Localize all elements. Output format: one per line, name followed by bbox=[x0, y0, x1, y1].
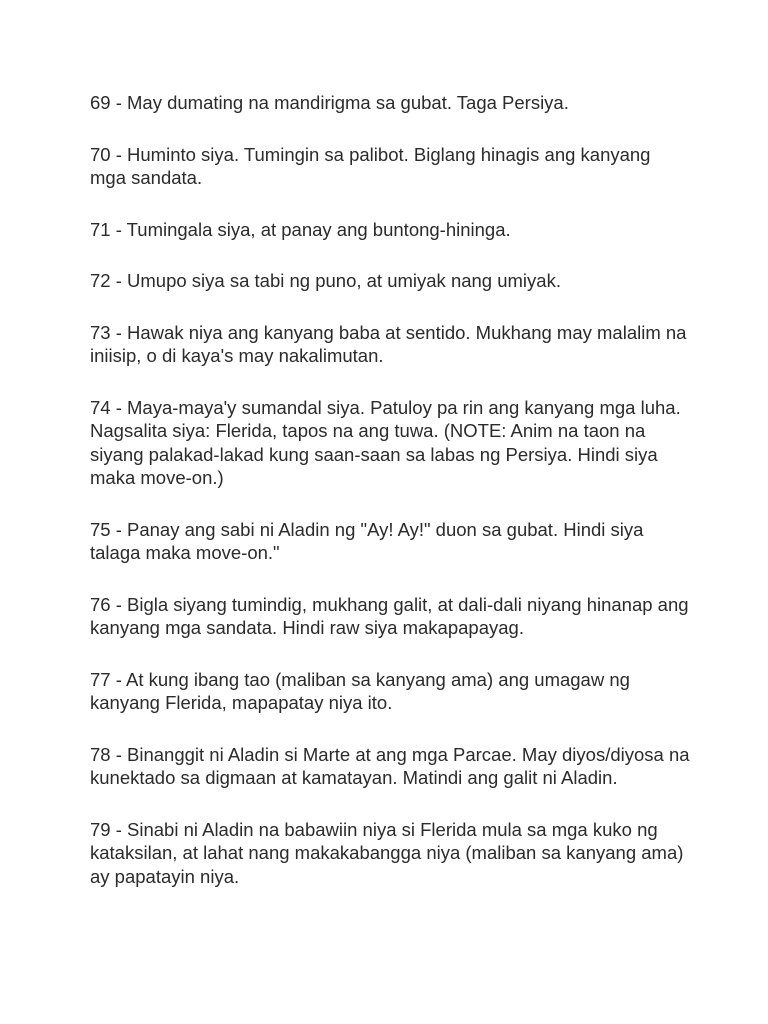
paragraph-71: 71 - Tumingala siya, at panay ang buntong-hininga. bbox=[90, 218, 511, 240]
paragraph-79: 79 - Sinabi ni Aladin na babawiin niya si Flerida mula sa mga kuko ng kataksilan, at lahat nang makakabangga niya (maliban sa kanyang ama) ay papatayin niya. bbox=[90, 818, 684, 887]
paragraph-72: 72 - Umupo siya sa tabi ng puno, at umiyak nang umiyak. bbox=[90, 270, 561, 291]
paragraph-69: 69 - May dumating na mandirigma sa gubat. Taga Persiya. bbox=[90, 92, 569, 113]
paragraph-73: 73 - Hawak niya ang kanyang baba at sentido. Mukhang may malalim na iniisip, o di kaya's may nakalimutan. bbox=[90, 321, 687, 366]
paragraph-75: 75 - Panay ang sabi ni Aladin ng "Ay! Ay!" duon sa gubat. Hindi siya talaga maka move-on." bbox=[90, 518, 644, 563]
paragraph-70: 70 - Huminto siya. Tumingin sa palibot. Biglang hinagis ang kanyang mga sandata. bbox=[90, 143, 651, 188]
paragraph-77: 77 - At kung ibang tao (maliban sa kanyang ama) ang umagaw ng kanyang Flerida, mapapatay niya ito. bbox=[90, 668, 630, 713]
paragraph-78: 78 - Binanggit ni Aladin si Marte at ang mga Parcae. May diyos/diyosa na kunektado sa digmaan at kamatayan. Matindi ang galit ni Aladin. bbox=[90, 743, 690, 788]
document-page bbox=[90, 91, 690, 916]
paragraph-76: 76 - Bigla siyang tumindig, mukhang galit, at dali-dali niyang hinanap ang kanyang mga sandata. Hindi raw siya makapapayag. bbox=[90, 593, 689, 638]
paragraph-74: 74 - Maya-maya'y sumandal siya. Patuloy pa rin ang kanyang mga luha. Nagsalita siya: Flerida, tapos na ang tuwa. (NOTE: Anim na taon na siyang palakad-lakad kung saan-saan sa labas ng Persiya. Hindi siya maka move-on.) bbox=[90, 396, 681, 488]
